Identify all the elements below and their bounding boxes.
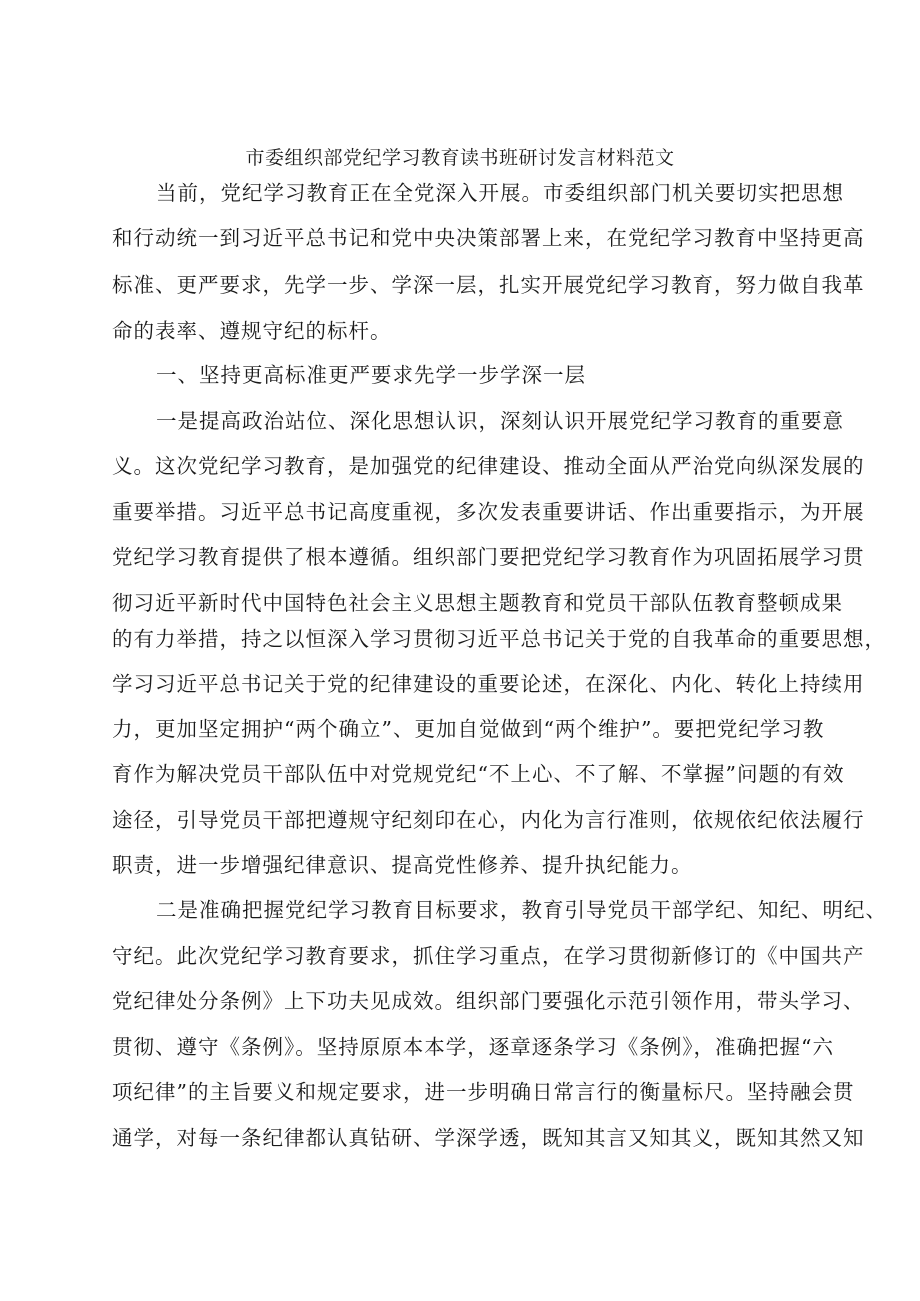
section-heading: 一、坚持更高标准更严要求先学一步学深一层 — [156, 363, 586, 387]
paragraph-line: 的有力举措，持之以恒深入学习贯彻习近平总书记关于党的自我革命的重要思想， — [112, 627, 886, 651]
paragraph-line: 职责，进一步增强纪律意识、提高党性修养、提升执纪能力。 — [112, 853, 693, 877]
paragraph-line: 党纪律处分条例》上下功夫见成效。组织部门要强化示范引领作用，带头学习、 — [112, 989, 865, 1013]
paragraph-line: 和行动统一到习近平总书记和党中央决策部署上来，在党纪学习教育中坚持更高 — [112, 226, 865, 250]
paragraph-line: 命的表率、遵规守纪的标杆。 — [112, 319, 392, 343]
paragraph-line: 二是准确把握党纪学习教育目标要求，教育引导党员干部学纪、知纪、明纪、 — [156, 898, 887, 922]
paragraph-line: 守纪。此次党纪学习教育要求，抓住学习重点，在学习贯彻新修订的《中国共产 — [112, 944, 865, 968]
paragraph-line: 一是提高政治站位、深化思想认识，深刻认识开展党纪学习教育的重要意 — [156, 409, 844, 433]
paragraph-line: 义。这次党纪学习教育，是加强党的纪律建设、推动全面从严治党向纵深发展的 — [112, 454, 865, 478]
paragraph-line: 途径，引导党员干部把遵规守纪刻印在心，内化为言行准则，依规依纪依法履行 — [112, 808, 865, 832]
document-title: 市委组织部党纪学习教育读书班研讨发言材料范文 — [245, 147, 675, 169]
paragraph-line: 育作为解决党员干部队伍中对党规党纪“不上心、不了解、不掌握”问题的有效 — [112, 762, 845, 786]
paragraph-line: 通学，对每一条纪律都认真钻研、学深学透，既知其言又知其义，既知其然又知 — [112, 1126, 865, 1150]
paragraph-line: 当前，党纪学习教育正在全党深入开展。市委组织部门机关要切实把思想 — [156, 181, 844, 205]
paragraph-line: 贯彻、遵守《条例》。坚持原原本本学，逐章逐条学习《条例》，准确把握“六 — [112, 1035, 834, 1059]
paragraph-line: 彻习近平新时代中国特色社会主义思想主题教育和党员干部队伍教育整顿成果 — [112, 591, 843, 615]
paragraph-line: 党纪学习教育提供了根本遵循。组织部门要把党纪学习教育作为巩固拓展学习贯 — [112, 545, 865, 569]
paragraph-line: 项纪律”的主旨要义和规定要求，进一步明确日常言行的衡量标尺。坚持融会贯 — [112, 1080, 855, 1104]
paragraph-line: 重要举措。习近平总书记高度重视，多次发表重要讲话、作出重要指示，为开展 — [112, 500, 865, 524]
paragraph-line: 力，更加坚定拥护“两个确立”、更加自觉做到“两个维护”。要把党纪学习教 — [112, 717, 825, 741]
paragraph-line: 标准、更严要求，先学一步、学深一层，扎实开展党纪学习教育，努力做自我革 — [112, 273, 865, 297]
paragraph-line: 学习习近平总书记关于党的纪律建设的重要论述，在深化、内化、转化上持续用 — [112, 672, 865, 696]
